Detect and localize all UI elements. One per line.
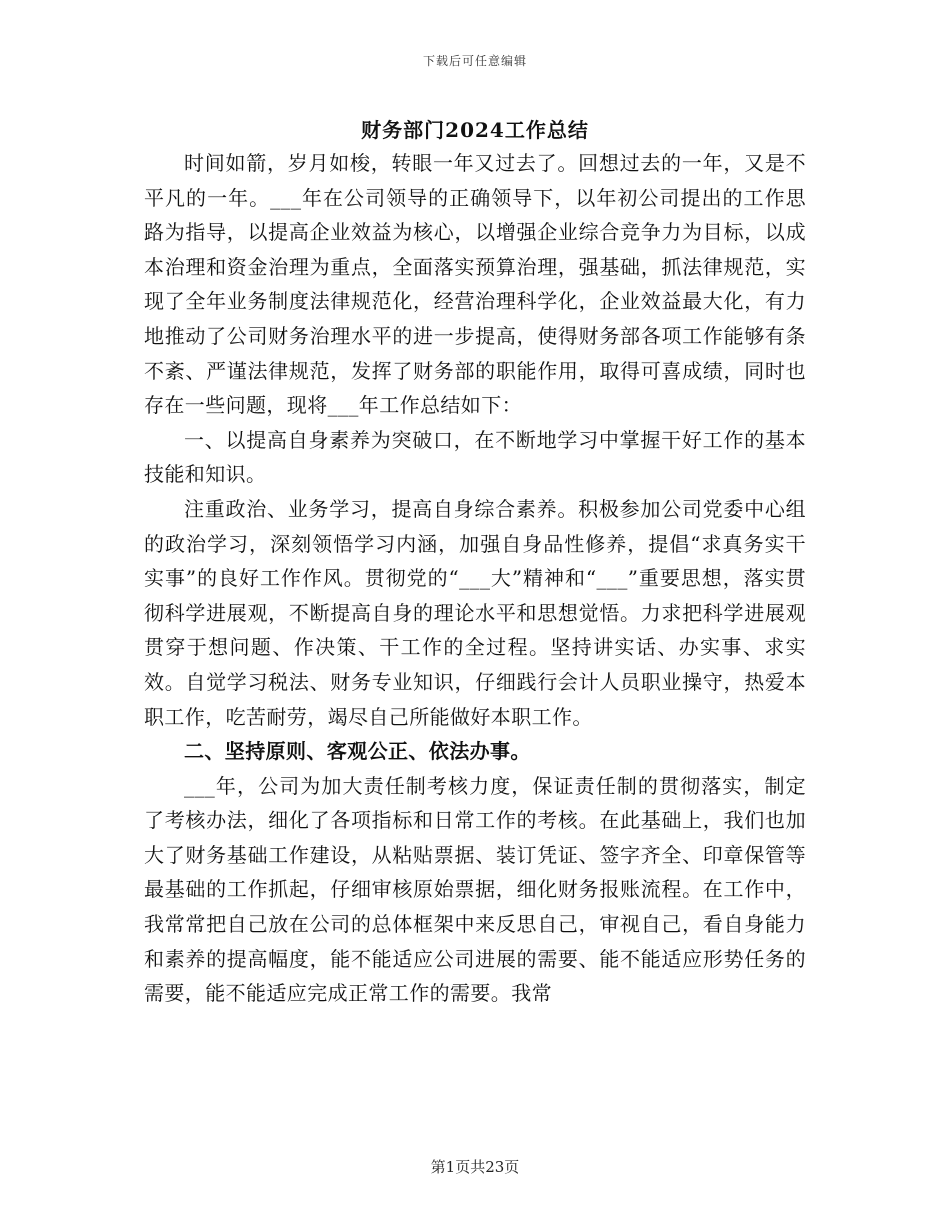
- header-note: 下载后可任意编辑: [422, 54, 527, 68]
- paragraph-section-one-body: 注重政治、业务学习，提高自身综合素养。积极参加公司党委中心组的政治学习，深刻领悟学习内涵，加强自身品性修养，提倡“求真务实干实事”的良好工作作风。贯彻党的“___大”精神和“___”重要思想，落实贯彻科学进展观，不断提高自身的理论水平和思想觉悟。力求把科学进展观贯穿于想问题、作决策、干工作的全过程。坚持讲实话、办实事、求实效。自觉学习税法、财务专业知识，仔细践行会计人员职业操守，热爱本职工作，吃苦耐劳，竭尽自己所能做好本职工作。: [144, 496, 806, 729]
- paragraph-section-two-heading: 二、坚持原则、客观公正、依法办事。: [184, 739, 531, 764]
- page-number-footer: 第1页共23页: [430, 1158, 520, 1176]
- paragraph-section-two-body: ___年，公司为加大责任制考核力度，保证责任制的贯彻落实，制定了考核办法，细化了各项指标和日常工作的考核。在此基础上，我们也加大了财务基础工作建设，从粘贴票据、装订凭证、签字齐全、印章保管等最基础的工作抓起，仔细审核原始票据，细化财务报账流程。在工作中，我常常把自己放在公司的总体框架中来反思自己，审视自己，看自身能力和素养的提高幅度，能不能适应公司进展的需要、能不能适应形势任务的需要，能不能适应完成正常工作的需要。我常: [144, 773, 806, 1006]
- document-body: [144, 146, 806, 1011]
- paragraph-section-one-heading: 一、以提高自身素养为突破口，在不断地学习中掌握干好工作的基本技能和知识。: [144, 427, 806, 487]
- document-title: 财务部门2024工作总结: [361, 118, 589, 142]
- paragraph-intro: 时间如箭，岁月如梭，转眼一年又过去了。回想过去的一年，又是不平凡的一年。___年在公司领导的正确领导下，以年初公司提出的工作思路为指导，以提高企业效益为核心，以增强企业综合竞争力为目标，以成本治理和资金治理为重点，全面落实预算治理，强基础，抓法律规范，实现了全年业务制度法律规范化，经营治理科学化，企业效益最大化，有力地推动了公司财务治理水平的进一步提高，使得财务部各项工作能够有条不紊、严谨法律规范，发挥了财务部的职能作用，取得可喜成绩，同时也存在一些问题，现将___年工作总结如下：: [144, 151, 806, 418]
